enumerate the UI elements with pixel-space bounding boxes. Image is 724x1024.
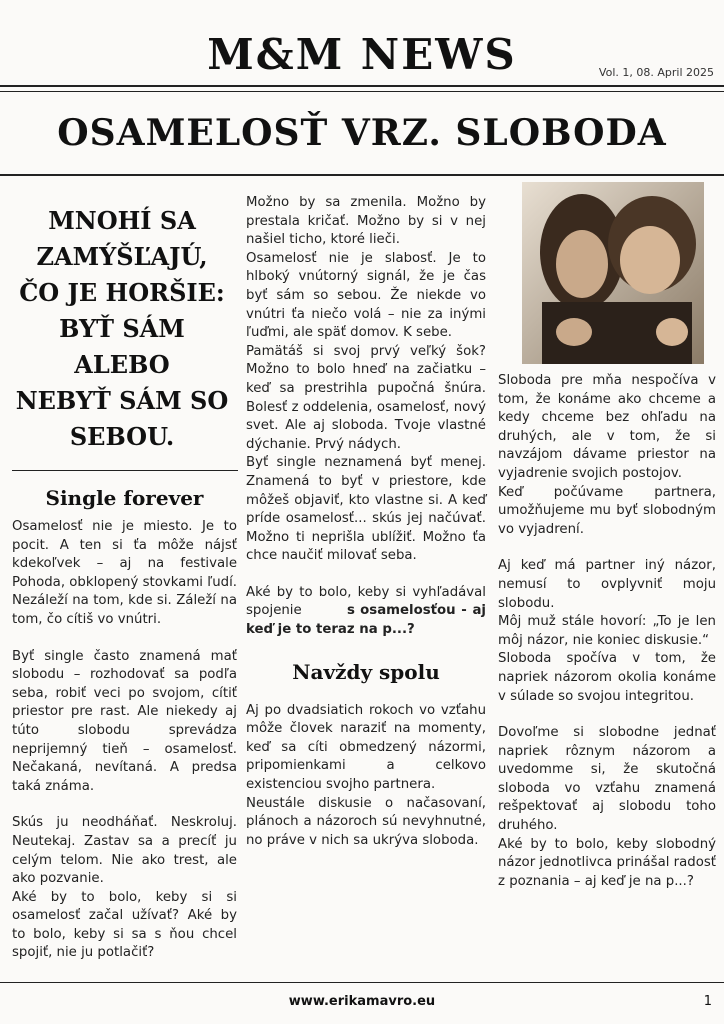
paragraph: Aj keď má partner iný názor, nemusí to ovplyvniť moju slobodu.: [498, 558, 716, 611]
pull-quote: [14, 203, 230, 455]
headline-rule: [0, 174, 724, 176]
paragraph: Sloboda pre mňa nespočíva v tom, že konáme ako chceme a kedy chceme bez ohľadu na druhých, ale v tom, že si navzájom dávame priestor na vyjadrenie svojich postojov.: [498, 373, 716, 481]
footer-url[interactable]: www.erikamavro.eu: [288, 994, 436, 1009]
pull-quote-line: ALEBO: [74, 350, 170, 379]
paragraph: Osamelosť nie je miesto. Je to pocit. A ten si ťa môže nájsť kdekoľvek – aj na festivale Pohoda, obklopený stovkami ľudí. Nezáleží na tom, kde si. Záleží na tom, čo cítiš vo vnútri.: [12, 519, 237, 627]
section-title-navzdy-spolu: Navždy spolu: [292, 659, 440, 684]
paragraph-part: s: [346, 603, 355, 619]
top-rule-1: [0, 85, 724, 87]
paragraph: Dovoľme si slobodne jednať napriek rôznym názorom a uvedomme si, že skutočná sloboda vo vzťahu znamená rešpektovať aj slobodu toho druhého.: [498, 725, 716, 834]
pull-quote-line: NEBYŤ SÁM SO: [15, 386, 229, 415]
paragraph-part: osamelosťou - aj keď je to teraz na p...?: [246, 603, 486, 638]
left-column-rule: [12, 470, 238, 471]
paragraph: Keď počúvame partnera, umožňujeme mu byť slobodným vo vyjadrení.: [498, 484, 716, 537]
paragraph: Aké by to bolo, keby slobodný názor jednotlivca prinášal radosť z poznania – aj keď je na p...?: [498, 836, 716, 889]
pull-quote-line: ZAMÝŠĽAJÚ,: [36, 242, 208, 271]
paragraph: Byť single neznamená byť menej. Znamená to byť v priestore, kde môžeš objaviť, kto vlastne si. A keď príde osamelosť... skús jej načúvať. Možno ti neprišla ublížiť. Možno ťa chce naučiť milovať seba.: [246, 455, 486, 564]
paragraph: Sloboda spočíva v tom, že napriek názorom okolia konáme v súlade so svojou integritou.: [498, 651, 716, 704]
paragraph-part: Aké by to bolo, keby si vyhľadával spojenie: [246, 584, 486, 619]
paragraph: Byť single často znamená mať slobodu – rozhodovať sa podľa seba, robiť veci po svojom, cítiť priestor pre rast. Ale niekedy aj túto slobodu sprevádza neprijemný tieň – osamelosť. Nečakaná, nevítaná. A predsa taká známa.: [12, 648, 237, 794]
paragraph: Môj muž stále hovorí: „To je len môj názor, nie koniec diskusie.“: [498, 614, 716, 648]
right-column: [498, 372, 716, 891]
section-title-single-forever: Single forever: [45, 486, 204, 510]
pull-quote-line: ČO JE HORŠIE:: [19, 278, 225, 307]
pull-quote-line: MNOHÍ SA: [48, 206, 196, 235]
paragraph: Aké by to bolo, keby si si osamelosť začal užívať? Aké by to bolo, keby si sa s ňou chcel spojiť, nie ju potlačiť?: [12, 889, 237, 961]
paragraph: Možno by sa zmenila. Možno by prestala kričať. Možno by si v nej našiel ticho, ktoré lieči.: [246, 195, 486, 248]
paragraph: [246, 584, 486, 640]
top-rule-2: [0, 91, 724, 92]
pull-quote-line: BYŤ SÁM: [59, 314, 185, 343]
masthead: M&M NEWS: [207, 30, 517, 79]
left-column: [12, 486, 237, 963]
middle-column: [246, 194, 486, 850]
footer-rule: [0, 982, 724, 983]
paragraph: Neustále diskusie o načasovaní, plánoch a názoroch sú nevyhnutné, no práve v nich sa ukrýva sloboda.: [246, 795, 486, 848]
paragraph: Aj po dvadsiatich rokoch vo vzťahu môže človek naraziť na momenty, keď sa cíti obmedzený názormi, pripomienkami a celkovo existenciou svojho partnera.: [246, 702, 486, 793]
pull-quote-line: SEBOU.: [69, 422, 175, 451]
paragraph: Skús ju neodháňať. Neskroluj. Neutekaj. Zastav sa a precíť ju celým telom. Nie ako trest, ale ako pozvanie.: [12, 815, 237, 887]
page-number: 1: [703, 994, 712, 1009]
headline: OSAMELOSŤ VRZ. SLOBODA: [57, 112, 667, 154]
portrait-photo: [522, 182, 704, 364]
paragraph: Osamelosť nie je slabosť. Je to hlboký vnútorný signál, že je čas byť sám so sebou. Že niekde vo vnútri ťa niečo volá – nie za inými ľuďmi, ale späť domov. K sebe.: [246, 250, 486, 341]
paragraph: Pamätáš si svoj prvý veľký šok? Možno to bolo hneď na začiatku – keď sa prestrihla pupočná šnúra. Bolesť z oddelenia, osamelosť, nový svet. Ale aj sloboda. Tvoje vlastné dýchanie. Prvý nádych.: [246, 343, 486, 452]
issue-date: Vol. 1, 08. April 2025: [598, 66, 714, 79]
portrait-photo-icon: [522, 182, 704, 364]
